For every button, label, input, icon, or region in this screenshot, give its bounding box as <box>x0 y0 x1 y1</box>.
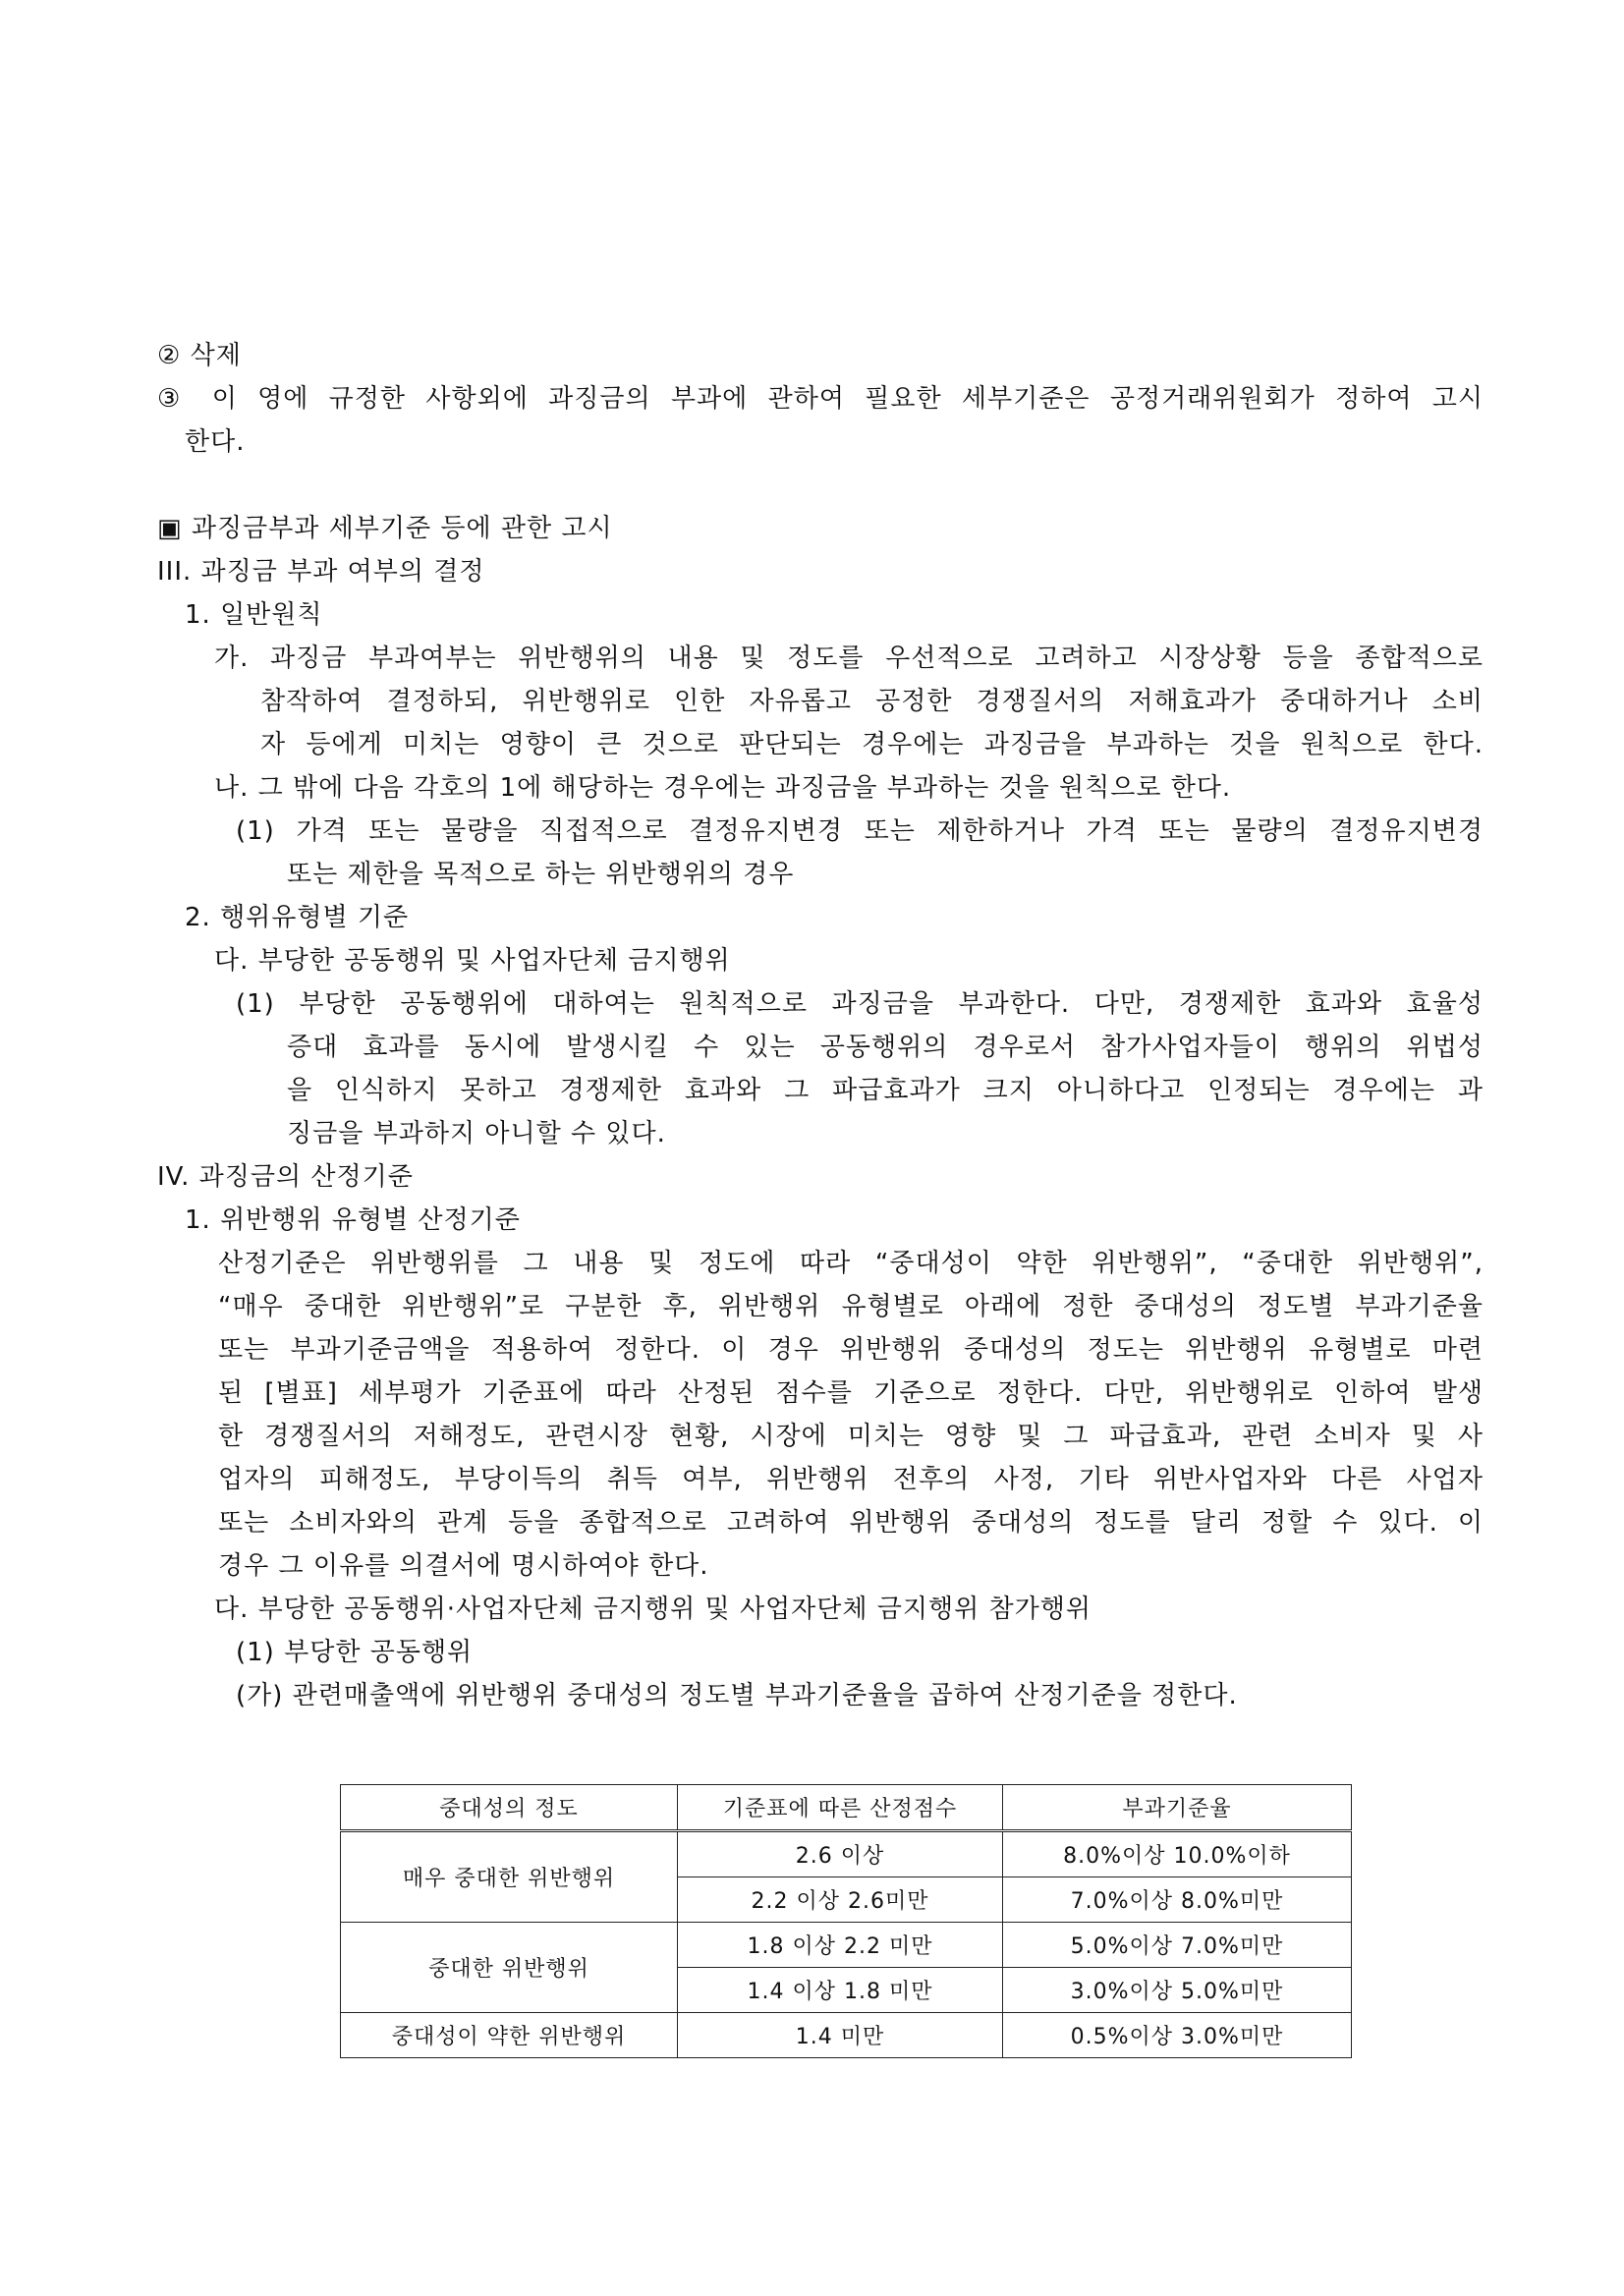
section-iv-heading: IV. 과징금의 산정기준 <box>157 1162 414 1192</box>
paragraph-ga-cont1: 참작하여 결정하되, 위반행위로 인한 자유롭고 공정한 경쟁질서의 저해효과가 중대하거나 소비 <box>260 687 1484 716</box>
paragraph-ga: 가. 과징금 부과여부는 위반행위의 내용 및 정도를 우선적으로 고려하고 시장상황 등을 종합적으로 <box>214 644 1484 673</box>
rate-cell: 3.0%이상 5.0%미만 <box>1003 1968 1352 2013</box>
header-severity: 중대성의 정도 <box>341 1785 678 1831</box>
section-iii-heading: III. 과징금 부과 여부의 결정 <box>157 557 485 587</box>
calc-paragraph-8: 경우 그 이유를 의결서에 명시하여야 한다. <box>218 1551 709 1581</box>
severity-minor: 중대성이 약한 위반행위 <box>341 2013 678 2058</box>
subsection-iv-1-heading: 1. 위반행위 유형별 산정기준 <box>185 1205 521 1235</box>
severity-serious: 중대한 위반행위 <box>341 1923 678 2013</box>
rate-cell: 5.0%이상 7.0%미만 <box>1003 1923 1352 1968</box>
notice-heading: ▣ 과징금부과 세부기준 등에 관한 고시 <box>157 514 613 543</box>
score-cell: 2.6 이상 <box>678 1831 1003 1877</box>
paragraph-na: 나. 그 밖에 다음 각호의 1에 해당하는 경우에는 과징금을 부과하는 것을 원칙으로 한다. <box>214 773 1232 803</box>
calc-paragraph-2: “매우 중대한 위반행위”로 구분한 후, 위반행위 유형별로 아래에 정한 중대성의 정도별 부과기준율 <box>218 1292 1484 1321</box>
item-1: (1) 가격 또는 물량을 직접적으로 결정유지변경 또는 제한하거나 가격 또는 물량의 결정유지변경 <box>236 816 1484 846</box>
item-1-iv: (1) 부당한 공동행위 <box>236 1638 474 1667</box>
calc-paragraph-1: 산정기준은 위반행위를 그 내용 및 정도에 따라 “중대성이 약한 위반행위”, “중대한 위반행위”, <box>218 1249 1484 1278</box>
score-cell: 1.8 이상 2.2 미만 <box>678 1923 1003 1968</box>
rate-cell: 7.0%이상 8.0%미만 <box>1003 1877 1352 1923</box>
rate-table <box>340 1784 1352 2058</box>
clause-2-deleted: ② 삭제 <box>157 341 242 370</box>
paragraph-da-iv: 다. 부당한 공동행위·사업자단체 금지행위 및 사업자단체 금지행위 참가행위 <box>214 1595 1092 1624</box>
score-cell: 1.4 미만 <box>678 2013 1003 2058</box>
score-cell: 1.4 이상 1.8 미만 <box>678 1968 1003 2013</box>
calc-paragraph-3: 또는 부과기준금액을 적용하여 정한다. 이 경우 위반행위 중대성의 정도는 위반행위 유형별로 마련 <box>218 1335 1484 1365</box>
item-1-collusion-cont3: 징금을 부과하지 아니할 수 있다. <box>287 1119 666 1148</box>
rate-cell: 0.5%이상 3.0%미만 <box>1003 2013 1352 2058</box>
subsection-2-heading: 2. 행위유형별 기준 <box>185 903 410 932</box>
item-1-cont: 또는 제한을 목적으로 하는 위반행위의 경우 <box>287 860 795 889</box>
document-body <box>157 334 1484 1717</box>
rate-table-wrapper <box>340 1784 1352 2058</box>
item-1-collusion-cont2: 을 인식하지 못하고 경쟁제한 효과와 그 파급효과가 크지 아니하다고 인정되는 경우에는 과 <box>287 1076 1484 1105</box>
subsection-1-heading: 1. 일반원칙 <box>185 600 323 630</box>
item-1-collusion-cont1: 증대 효과를 동시에 발생시킬 수 있는 공동행위의 경우로서 참가사업자들이 행위의 위법성 <box>287 1033 1484 1062</box>
item-ga-iv: (가) 관련매출액에 위반행위 중대성의 정도별 부과기준율을 곱하여 산정기준을 정한다. <box>236 1681 1238 1710</box>
clause-3: ③ 이 영에 규정한 사항외에 과징금의 부과에 관하여 필요한 세부기준은 공정거래위원회가 정하여 고시 <box>157 384 1484 414</box>
severity-very-serious: 매우 중대한 위반행위 <box>341 1831 678 1923</box>
table-header-row <box>341 1785 1352 1831</box>
paragraph-da: 다. 부당한 공동행위 및 사업자단체 금지행위 <box>214 946 731 976</box>
table-row <box>341 1923 1352 1968</box>
calc-paragraph-5: 한 경쟁질서의 저해정도, 관련시장 현황, 시장에 미치는 영향 및 그 파급효과, 관련 소비자 및 사 <box>218 1422 1484 1451</box>
item-1-collusion: (1) 부당한 공동행위에 대하여는 원칙적으로 과징금을 부과한다. 다만, 경쟁제한 효과와 효율성 <box>236 989 1484 1019</box>
table-row <box>341 1831 1352 1877</box>
calc-paragraph-6: 업자의 피해정도, 부당이득의 취득 여부, 위반행위 전후의 사정, 기타 위반사업자와 다른 사업자 <box>218 1465 1484 1494</box>
calc-paragraph-7: 또는 소비자와의 관계 등을 종합적으로 고려하여 위반행위 중대성의 정도를 달리 정할 수 있다. 이 <box>218 1508 1484 1538</box>
clause-3-cont: 한다. <box>185 427 246 457</box>
table-row <box>341 2013 1352 2058</box>
header-score: 기준표에 따른 산정점수 <box>678 1785 1003 1831</box>
header-rate: 부과기준율 <box>1003 1785 1352 1831</box>
score-cell: 2.2 이상 2.6미만 <box>678 1877 1003 1923</box>
paragraph-ga-cont2: 자 등에게 미치는 영향이 큰 것으로 판단되는 경우에는 과징금을 부과하는 것을 원칙으로 한다. <box>260 730 1484 759</box>
calc-paragraph-4: 된 [별표] 세부평가 기준표에 따라 산정된 점수를 기준으로 정한다. 다만, 위반행위로 인하여 발생 <box>218 1378 1484 1408</box>
rate-cell: 8.0%이상 10.0%이하 <box>1003 1831 1352 1877</box>
